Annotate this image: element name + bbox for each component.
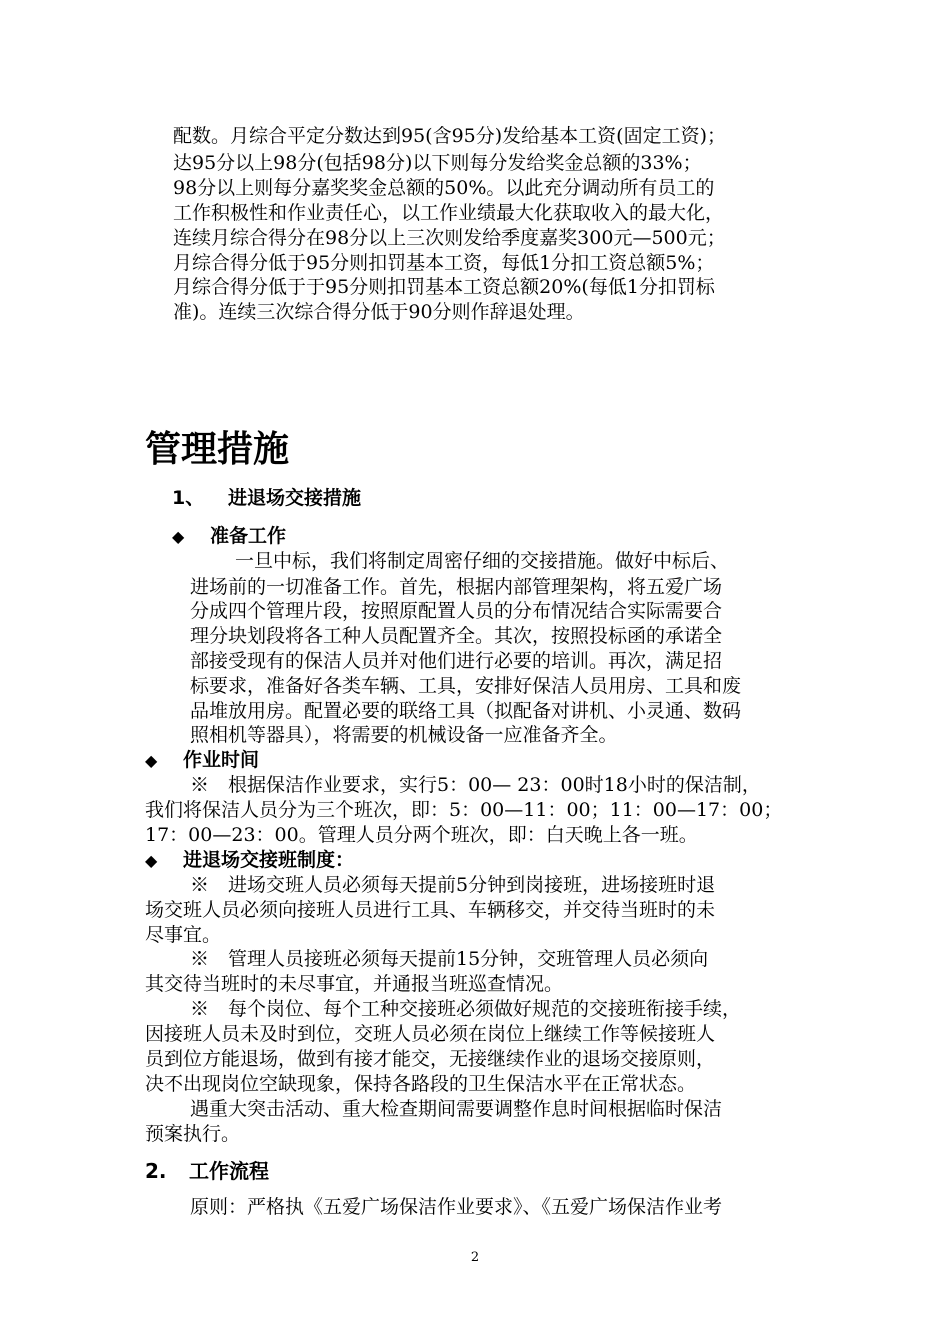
text-line: 场交班人员必须向接班人员进行工具、车辆移交，并交待当班时的未 [145, 899, 716, 921]
text-line: 标要求，准备好各类车辆、工具，安排好保洁人员用房、工具和废 [190, 675, 742, 697]
page-number: 2 [470, 1250, 480, 1265]
text-line: 员到位方能退场，做到有接才能交，无接继续作业的退场交接原则， [145, 1048, 716, 1070]
text-line: 达95分以上98分(包括98分)以下则每分发给奖金总额的33%； [173, 152, 702, 174]
bullet-heading-prep [172, 524, 286, 549]
bullet-label: 准备工作 [210, 525, 287, 547]
text-line: 进场前的一切准备工作。首先，根据内部管理架构，将五爱广场 [190, 576, 723, 598]
text-line: 预案执行。 [145, 1123, 241, 1145]
text-line: 一旦中标，我们将制定周密仔细的交接措施。做好中标后、 [235, 550, 730, 572]
subsection-number: 2. [145, 1159, 167, 1183]
subsection-label: 进退场交接措施 [228, 487, 362, 509]
diamond-bullet-icon: ◆ [145, 851, 158, 870]
bullet-label: 进退场交接班制度： [183, 849, 355, 871]
text-line: 月综合得分低于95分则扣罚基本工资，每低1分扣工资总额5%； [173, 252, 715, 274]
text-line: 理分块划段将各工种人员配置齐全。其次，按照投标函的承诺全 [190, 625, 723, 647]
text-line: 分成四个管理片段，按照原配置人员的分布情况结合实际需要合 [190, 600, 723, 622]
text-line: 其交待当班时的未尽事宜，并通报当班巡查情况。 [145, 973, 564, 995]
subsection-label: 工作流程 [189, 1159, 269, 1183]
subsection-title-2 [145, 1158, 269, 1184]
diamond-bullet-icon: ◆ [172, 527, 185, 546]
text-line: 98分以上则每分嘉奖奖金总额的50%。以此充分调动所有员工的 [173, 177, 715, 199]
text-line: ※ 进场交班人员必须每天提前5分钟到岗接班，进场接班时退 [190, 874, 716, 896]
text-line: 照相机等器具），将需要的机械设备一应准备齐全。 [190, 724, 618, 746]
bullet-label: 作业时间 [183, 749, 260, 771]
text-line: ※ 管理人员接班必须每天提前15分钟，交班管理人员必须向 [190, 948, 709, 970]
text-line: ※ 每个岗位、每个工种交接班必须做好规范的交接班衔接手续， [190, 998, 742, 1020]
diamond-bullet-icon: ◆ [145, 751, 158, 770]
subsection-number: 1、 [172, 487, 205, 509]
bullet-heading-shift [145, 848, 354, 873]
text-line: 工作积极性和作业责任心，以工作业绩最大化获取收入的最大化， [173, 202, 725, 224]
bullet-heading-time [145, 748, 259, 773]
text-line: 尽事宜。 [145, 924, 222, 946]
text-line: 准)。连续三次综合得分低于90分则作辞退处理。 [173, 301, 585, 323]
text-line: 月综合得分低于于95分则扣罚基本工资总额20%(每低1分扣罚标 [173, 276, 715, 298]
text-line: 因接班人员未及时到位，交班人员必须在岗位上继续工作等候接班人 [145, 1023, 716, 1045]
text-line: 部接受现有的保洁人员并对他们进行必要的培训。再次，满足招 [190, 650, 723, 672]
subsection-title-1 [172, 486, 361, 510]
text-line: ※ 根据保洁作业要求，实行5：00— 23：00时18小时的保洁制， [190, 774, 761, 796]
text-line: 我们将保洁人员分为三个班次，即：5：00—11：00；11：00—17：00； [145, 799, 783, 821]
text-line: 决不出现岗位空缺现象，保持各路段的卫生保洁水平在正常状态。 [145, 1073, 697, 1095]
text-line: 遇重大突击活动、重大检查期间需要调整作息时间根据临时保洁 [190, 1098, 723, 1120]
section-heading: 管理措施 [145, 429, 290, 470]
text-line: 17：00—23：00。管理人员分两个班次，即：白天晚上各一班。 [145, 824, 698, 846]
text-line: 品堆放用房。配置必要的联络工具（拟配备对讲机、小灵通、数码 [190, 700, 742, 722]
text-line: 连续月综合得分在98分以上三次则发给季度嘉奖300元—500元； [173, 227, 726, 249]
text-line: 原则：严格执《五爱广场保洁作业要求》、《五爱广场保洁作业考 [190, 1196, 723, 1218]
text-line: 配数。月综合平定分数达到95(含95分)发给基本工资(固定工资)； [173, 125, 727, 147]
